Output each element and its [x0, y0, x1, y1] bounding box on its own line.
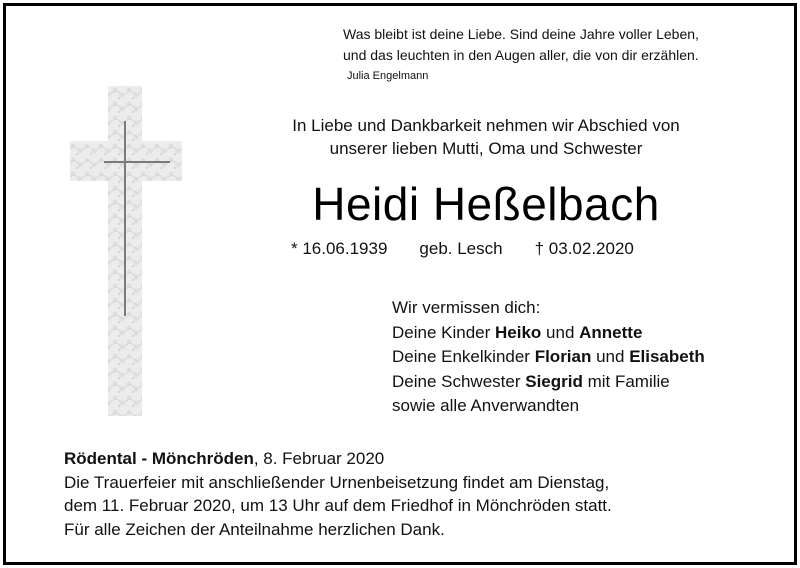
family-line-4: [392, 370, 772, 395]
grandchild-name: Elisabeth: [629, 347, 705, 366]
child-name: Annette: [579, 322, 643, 342]
family-block: [392, 296, 772, 419]
footer-line-1: [64, 447, 764, 471]
sibling-name: Siegrid: [525, 371, 583, 391]
intro-line-2: unserer lieben Mutti, Oma und Schwester: [329, 139, 643, 158]
intro-line-1: In Liebe und Dankbarkeit nehmen wir Abschied von: [292, 116, 680, 135]
cross-icon: [70, 86, 200, 416]
intro-text: [206, 114, 766, 160]
maiden-name: geb. Lesch: [419, 239, 503, 258]
family-text: Deine Enkelkinder: [392, 347, 535, 366]
quote-line-2: und das leuchten in den Augen aller, die von dir erzählen.: [343, 47, 699, 63]
footer-line-2: Die Trauerfeier mit anschließender Urnenbeisetzung findet am Dienstag,: [64, 472, 610, 492]
family-text: Deine Schwester: [392, 371, 526, 391]
life-dates: [291, 238, 634, 260]
child-name: Heiko: [495, 322, 542, 342]
obituary-notice: [3, 3, 797, 565]
notice-date: , 8. Februar 2020: [253, 449, 385, 468]
quote-author: Julia Engelmann: [347, 70, 429, 82]
family-line-2: [392, 321, 772, 346]
birth-date: * 16.06.1939: [291, 239, 388, 258]
family-text: und: [591, 347, 630, 366]
death-date: † 03.02.2020: [534, 239, 634, 258]
cross-graphic: [70, 86, 200, 416]
family-text: und: [541, 322, 580, 342]
family-text: mit Familie: [582, 371, 670, 391]
quote-block: [343, 24, 783, 85]
footer-line-3: dem 11. Februar 2020, um 13 Uhr auf dem Friedhof in Mönchröden statt.: [64, 496, 612, 515]
family-text: Deine Kinder: [392, 322, 496, 342]
footer-block: [64, 447, 764, 541]
quote-line-1: Was bleibt ist deine Liebe. Sind deine Jahre voller Leben,: [343, 26, 699, 42]
deceased-name: Heidi Heßelbach: [312, 178, 660, 230]
grandchild-name: Florian: [534, 347, 592, 366]
place-name: Rödental - Mönchröden: [64, 449, 254, 468]
family-line-3: [392, 345, 772, 370]
family-line-5: sowie alle Anverwandten: [392, 396, 580, 415]
family-line-1: Wir vermissen dich:: [392, 298, 541, 317]
footer-line-4: Für alle Zeichen der Anteilnahme herzlichen Dank.: [64, 519, 445, 539]
